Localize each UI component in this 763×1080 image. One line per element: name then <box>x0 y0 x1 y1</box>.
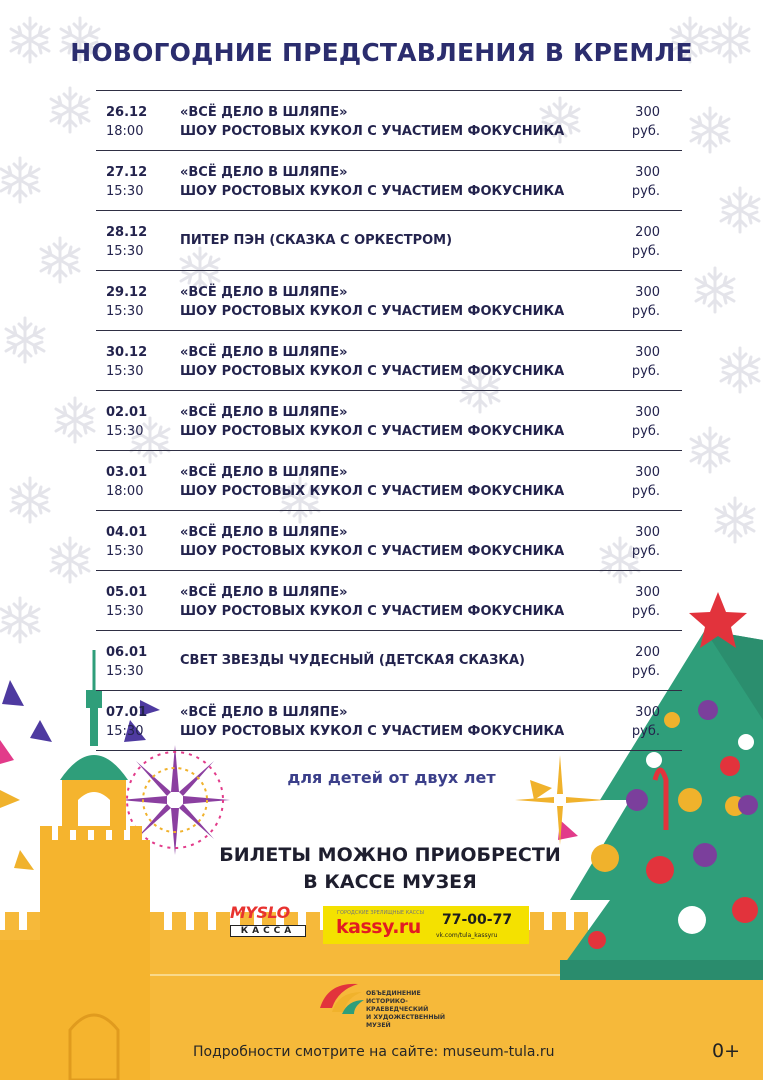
kassy-logo: kassy.ru <box>336 916 421 938</box>
show-currency: руб. <box>631 604 660 619</box>
show-description: ШОУ РОСТОВЫХ КУКОЛ С УЧАСТИЕМ ФОКУСНИКА <box>180 124 565 139</box>
show-price: 300 <box>635 285 660 300</box>
show-currency: руб. <box>631 184 660 199</box>
show-time: 15:30 <box>106 424 144 439</box>
show-date: 03.01 <box>106 465 148 480</box>
schedule-row <box>96 90 682 150</box>
schedule-row <box>96 630 682 690</box>
show-date: 29.12 <box>106 285 148 300</box>
show-time: 15:30 <box>106 724 144 739</box>
show-price: 200 <box>635 225 660 240</box>
show-price: 200 <box>635 645 660 660</box>
tickets-line-2: В КАССЕ МУЗЕЯ <box>303 871 477 893</box>
show-time: 15:30 <box>106 244 144 259</box>
show-description: ШОУ РОСТОВЫХ КУКОЛ С УЧАСТИЕМ ФОКУСНИКА <box>180 424 565 439</box>
schedule-row <box>96 510 682 570</box>
schedule-row <box>96 570 682 630</box>
show-description: ШОУ РОСТОВЫХ КУКОЛ С УЧАСТИЕМ ФОКУСНИКА <box>180 184 565 199</box>
show-date: 27.12 <box>106 165 148 180</box>
show-price: 300 <box>635 705 660 720</box>
show-price: 300 <box>635 165 660 180</box>
schedule-row <box>96 390 682 450</box>
museum-logo-icon <box>318 978 364 1018</box>
museum-name-line: ИСТОРИКО- <box>366 998 408 1005</box>
show-currency: руб. <box>631 484 660 499</box>
museum-name-line: ОБЪЕДИНЕНИЕ <box>366 990 421 997</box>
show-currency: руб. <box>631 244 660 259</box>
show-title: «ВСЁ ДЕЛО В ШЛЯПЕ» <box>180 165 348 180</box>
museum-name-line: КРАЕВЕДЧЕСКИЙ <box>366 1006 429 1013</box>
show-date: 05.01 <box>106 585 148 600</box>
show-price: 300 <box>635 345 660 360</box>
show-time: 18:00 <box>106 124 144 139</box>
show-title: «ВСЁ ДЕЛО В ШЛЯПЕ» <box>180 525 348 540</box>
show-title: «ВСЁ ДЕЛО В ШЛЯПЕ» <box>180 345 348 360</box>
show-time: 15:30 <box>106 304 144 319</box>
show-date: 06.01 <box>106 645 148 660</box>
show-price: 300 <box>635 105 660 120</box>
show-title: «ВСЁ ДЕЛО В ШЛЯПЕ» <box>180 105 348 120</box>
page-title: НОВОГОДНИЕ ПРЕДСТАВЛЕНИЯ В КРЕМЛЕ <box>70 38 693 67</box>
schedule-row <box>96 690 682 751</box>
myslo-logo-text: MYSLO <box>230 903 290 922</box>
schedule-row <box>96 150 682 210</box>
show-date: 28.12 <box>106 225 148 240</box>
age-note: для детей от двух лет <box>287 768 496 787</box>
show-price: 300 <box>635 525 660 540</box>
museum-name-line: МУЗЕЙ <box>366 1022 391 1029</box>
show-currency: руб. <box>631 724 660 739</box>
myslo-logo-subtext: КАССА <box>230 925 306 937</box>
show-price: 300 <box>635 465 660 480</box>
show-time: 15:30 <box>106 544 144 559</box>
schedule-table <box>96 90 682 751</box>
show-description: ШОУ РОСТОВЫХ КУКОЛ С УЧАСТИЕМ ФОКУСНИКА <box>180 544 565 559</box>
myslo-kassa-logo <box>230 904 310 942</box>
schedule-row <box>96 450 682 510</box>
show-description: ШОУ РОСТОВЫХ КУКОЛ С УЧАСТИЕМ ФОКУСНИКА <box>180 724 565 739</box>
museum-name-line: И ХУДОЖЕСТВЕННЫЙ <box>366 1014 446 1021</box>
show-title: «ВСЁ ДЕЛО В ШЛЯПЕ» <box>180 465 348 480</box>
show-date: 30.12 <box>106 345 148 360</box>
museum-name <box>366 990 476 1030</box>
show-price: 300 <box>635 405 660 420</box>
show-date: 04.01 <box>106 525 148 540</box>
schedule-row <box>96 330 682 390</box>
show-date: 02.01 <box>106 405 148 420</box>
show-title: «ВСЁ ДЕЛО В ШЛЯПЕ» <box>180 705 348 720</box>
show-title: СВЕТ ЗВЕЗДЫ ЧУДЕСНЫЙ (ДЕТСКАЯ СКАЗКА) <box>180 653 525 668</box>
show-date: 26.12 <box>106 105 148 120</box>
show-title: «ВСЁ ДЕЛО В ШЛЯПЕ» <box>180 585 348 600</box>
website-note: Подробности смотрите на сайте: museum-tula.ru <box>193 1044 555 1060</box>
show-time: 15:30 <box>106 664 144 679</box>
show-time: 18:00 <box>106 484 144 499</box>
show-currency: руб. <box>631 544 660 559</box>
schedule-row <box>96 270 682 330</box>
show-title: «ВСЁ ДЕЛО В ШЛЯПЕ» <box>180 405 348 420</box>
show-currency: руб. <box>631 304 660 319</box>
schedule-row <box>96 210 682 270</box>
kassy-vk-link: vk.com/tula_kassyru <box>436 932 498 939</box>
show-currency: руб. <box>631 124 660 139</box>
show-currency: руб. <box>631 424 660 439</box>
show-description: ШОУ РОСТОВЫХ КУКОЛ С УЧАСТИЕМ ФОКУСНИКА <box>180 604 565 619</box>
show-time: 15:30 <box>106 364 144 379</box>
tickets-line-1: БИЛЕТЫ МОЖНО ПРИОБРЕСТИ <box>219 844 561 866</box>
show-description: ШОУ РОСТОВЫХ КУКОЛ С УЧАСТИЕМ ФОКУСНИКА <box>180 304 565 319</box>
show-time: 15:30 <box>106 184 144 199</box>
show-description: ШОУ РОСТОВЫХ КУКОЛ С УЧАСТИЕМ ФОКУСНИКА <box>180 364 565 379</box>
kassy-phone: 77-00-77 <box>442 912 513 928</box>
show-description: ШОУ РОСТОВЫХ КУКОЛ С УЧАСТИЕМ ФОКУСНИКА <box>180 484 565 499</box>
kassy-banner <box>323 906 529 944</box>
kassy-tagline: ГОРОДСКИЕ ЗРЕЛИЩНЫЕ КАССЫ <box>337 910 425 916</box>
show-currency: руб. <box>631 364 660 379</box>
show-title: «ВСЁ ДЕЛО В ШЛЯПЕ» <box>180 285 348 300</box>
show-currency: руб. <box>631 664 660 679</box>
age-rating: 0+ <box>712 1040 741 1062</box>
show-price: 300 <box>635 585 660 600</box>
show-date: 07.01 <box>106 705 148 720</box>
show-time: 15:30 <box>106 604 144 619</box>
tickets-info <box>190 842 590 896</box>
show-title: ПИТЕР ПЭН (СКАЗКА С ОРКЕСТРОМ) <box>180 233 453 248</box>
